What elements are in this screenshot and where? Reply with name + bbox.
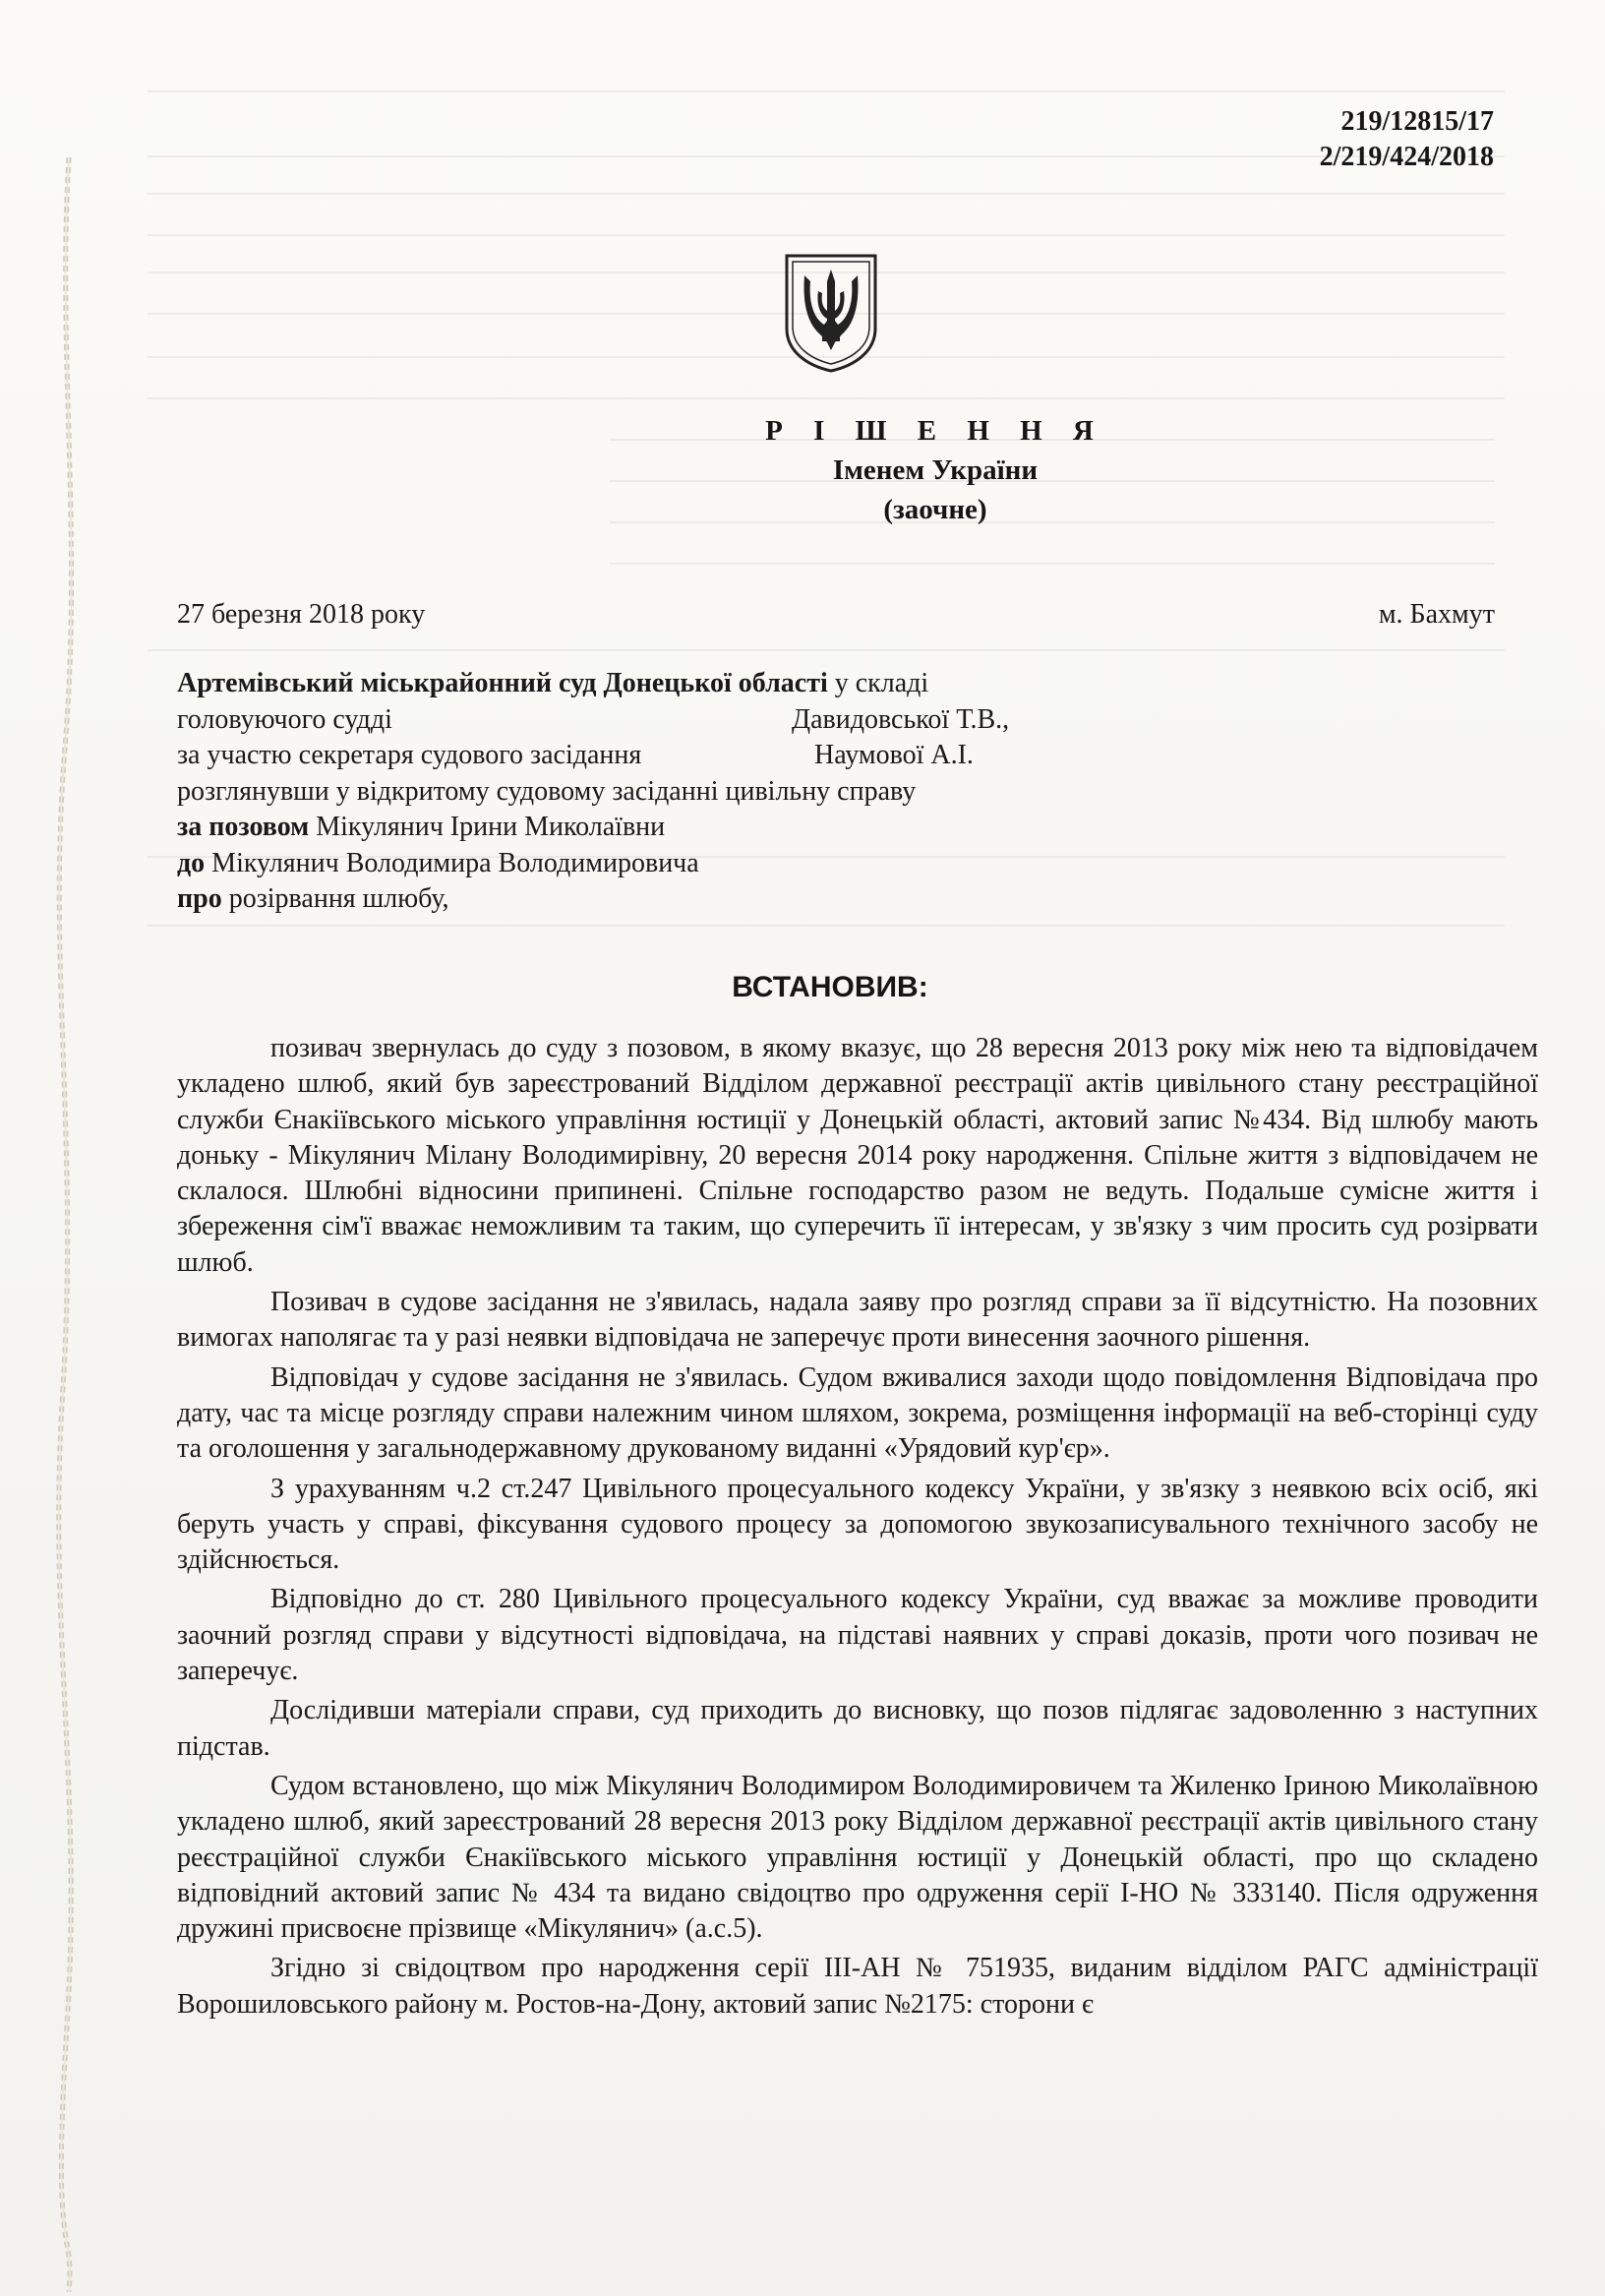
reviewed-line: розглянувши у відкритому судовому засіданні цивільну справу <box>177 775 917 807</box>
secretary-name: Наумової А.І. <box>814 740 974 770</box>
trident-coat-of-arms-icon <box>783 252 879 374</box>
paragraph-birth-certificate: Згідно зі свідоцтвом про народження серії ІІІ-АН № 751935, виданим відділом РАГС адміністрації Ворошиловського району м. Ростов-на-Дону, актовий запис №2175: сторони є <box>177 1953 1538 2020</box>
decision-body <box>177 1031 1538 2026</box>
plaintiff-name: Мікулянич Ірини Миколаївни <box>316 812 666 842</box>
paragraph-defendant-absence: Відповідач у судове засідання не з'явилась. Судом вживалися заходи щодо повідомлення Відповідача про дату, час та місце розгляду справи належним чином шляхом, зокрема, розміщення інформації на веб-сторінці суду та оголошення у загальнодержавному друкованому виданні «Урядовий кур'єр». <box>177 1361 1538 1465</box>
judge-label: головуючого судді <box>177 703 392 735</box>
decision-city: м. Бахмут <box>1378 599 1495 630</box>
case-numbers <box>1320 104 1494 175</box>
paragraph-conclusion: Дослідивши матеріали справи, суд приходить до висновку, що позов підлягає задоволенню з наступних підстав. <box>177 1695 1538 1762</box>
paragraph-plaintiff-absence: Позивач в судове засідання не з'явилась, надала заяву про розгляд справи за її відсутністю. На позовних вимогах наполягає та у разі неявки відповідача не заперечує проти винесення заочного рішення. <box>177 1287 1538 1354</box>
court-composition <box>177 666 1456 918</box>
date-place-line <box>177 597 1495 633</box>
court-composition-label: у складі <box>834 668 929 698</box>
decision-title <box>0 411 1605 529</box>
judge-name: Давидовської Т.В., <box>792 703 1010 735</box>
defendant-prefix: до <box>177 847 206 878</box>
case-number-1: 219/12815/17 <box>1340 106 1494 137</box>
subject-prefix: про <box>177 883 222 914</box>
defendant-name: Мікулянич Володимира Володимировича <box>211 847 699 878</box>
title-word: Р І Ш Е Н Н Я <box>765 415 1105 447</box>
secretary-label: за участю секретаря судового засідання <box>177 740 642 770</box>
case-subject: розірвання шлюбу, <box>228 883 449 914</box>
established-heading: ВСТАНОВИВ: <box>732 971 928 1003</box>
case-number-2: 2/219/424/2018 <box>1319 142 1494 172</box>
title-absentee: (заочне) <box>883 494 987 525</box>
paragraph-absentee-review: Відповідно до ст. 280 Цивільного процесуального кодексу України, суд вважає за можливе проводити заочний розгляд справи у відсутності відповідача, на підставі наявних у справі доказів, проти чого позивач не заперечує. <box>177 1584 1538 1687</box>
decision-date: 27 березня 2018 року <box>177 599 426 630</box>
paragraph-recording: З урахуванням ч.2 ст.247 Цивільного процесуального кодексу України, у зв'язку з неявкою всіх осіб, які беруть участь у справі, фіксування судового процесу за допомогою звукозаписувального технічного засобу не здійснюється. <box>177 1473 1538 1576</box>
title-in-name-of-ukraine: Іменем України <box>832 454 1039 486</box>
court-name: Артемівський міськрайонний суд Донецької області <box>177 668 828 698</box>
paragraph-claim: позивач звернулась до суду з позовом, в якому вказує, що 28 вересня 2013 року між нею та відповідачем укладено шлюб, який був зареєстрований Відділом державної реєстрації актів цивільного стану реєстраційної служби Єнакіївського міського управління юстиції у Донецькій області, актовий запис №434. Від шлюбу мають доньку - Мікулянич Мілану Володимирівну, 20 вересня 2014 року народження. Спільне життя з відповідачем не склалося. Шлюбні відносини припинені. Спільне господарство разом не ведуть. Подальше сумісне життя і збереження сім'ї вважає неможливим та таким, що суперечить її інтересам, у зв'язку з чим просить суд розірвати шлюб. <box>177 1033 1538 1278</box>
paragraph-marriage-established: Судом встановлено, що між Мікулянич Володимиром Володимировичем та Жиленко Іриною Миколаївною укладено шлюб, який зареєстрований 28 вересня 2013 року Відділом державної реєстрації актів цивільного стану реєстраційної служби Єнакіївського міського управління юстиції у Донецькій області, про що складено відповідний актовий запис № 434 та видано свідоцтво про одруження серії І-НО № 333140. Після одруження дружині присвоєне прізвище «Мікулянич» (а.с.5). <box>177 1770 1538 1945</box>
claim-prefix: за позовом <box>177 812 310 842</box>
